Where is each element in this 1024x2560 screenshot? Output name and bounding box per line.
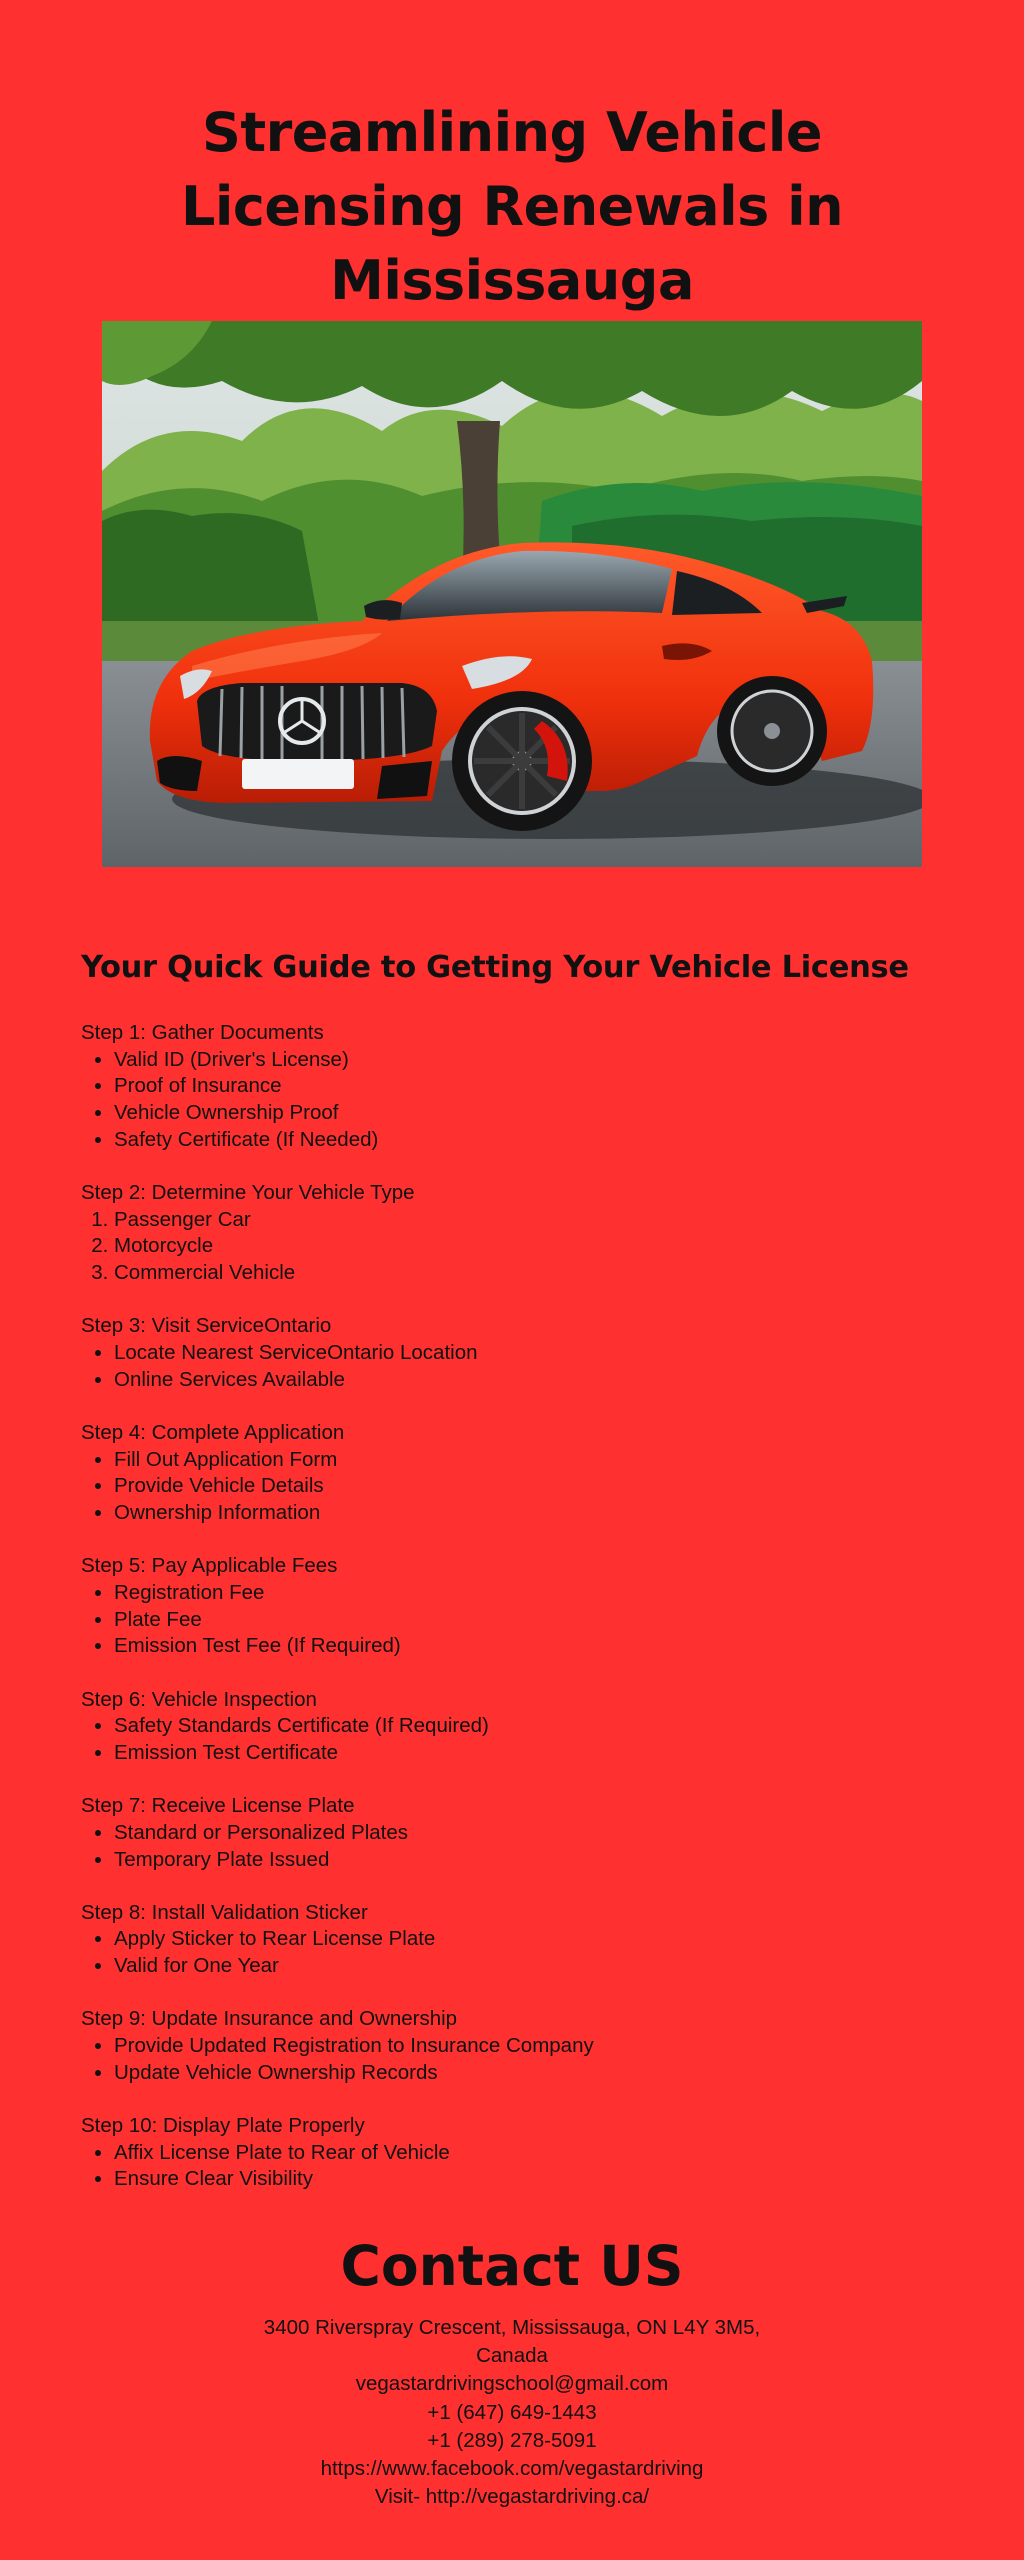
step-list (81, 1207, 941, 1287)
list-item: • Fill Out Application Form (114, 1447, 941, 1474)
step-title: Step 10: Display Plate Properly (81, 2114, 365, 2137)
step-4 (81, 1420, 941, 1527)
list-item: 2. Motorcycle (114, 1233, 941, 1260)
list-item: • Proof of Insurance (114, 1073, 941, 1100)
hero-car-image (102, 321, 922, 867)
guide-heading: Your Quick Guide to Getting Your Vehicle License (81, 950, 909, 985)
list-item: • Provide Updated Registration to Insurance Company (114, 2033, 941, 2060)
step-5 (81, 1553, 941, 1660)
step-title: Step 4: Complete Application (81, 1420, 345, 1444)
list-item: • Update Vehicle Ownership Records (114, 2060, 941, 2087)
step-title: Step 8: Install Validation Sticker (81, 1900, 368, 1924)
list-item: 1. Passenger Car (114, 1207, 941, 1234)
quick-guide-section (81, 946, 941, 2220)
step-list (81, 1926, 941, 1979)
step-list (81, 1047, 941, 1154)
step-title: Step 9: Update Insurance and Ownership (81, 2007, 458, 2031)
step-title: Step 1: Gather Documents (81, 1021, 324, 1044)
list-item: • Standard or Personalized Plates (114, 1820, 941, 1847)
contact-website-link[interactable]: Visit- http://vegastardriving.ca/ (374, 2485, 650, 2509)
step-list (81, 2140, 941, 2193)
step-list (81, 1340, 941, 1393)
step-3 (81, 1313, 941, 1393)
step-1 (81, 1020, 941, 1154)
page-title: Streamlining Vehicle Licensing Renewals in Mississauga (180, 101, 844, 312)
list-item: • Emission Test Fee (If Required) (114, 1633, 941, 1660)
step-6 (81, 1687, 941, 1767)
red-sports-car-photo (102, 321, 922, 867)
list-item: • Vehicle Ownership Proof (114, 1100, 941, 1127)
list-item: • Emission Test Certificate (114, 1740, 941, 1767)
list-item: • Valid for One Year (114, 1953, 941, 1980)
list-item: • Ensure Clear Visibility (114, 2166, 941, 2193)
step-title: Step 6: Vehicle Inspection (81, 1687, 317, 1711)
step-title: Step 3: Visit ServiceOntario (81, 1314, 332, 1338)
list-item: • Safety Certificate (If Needed) (114, 1127, 941, 1154)
step-title: Step 7: Receive License Plate (81, 1794, 355, 1818)
list-item: 3. Commercial Vehicle (114, 1260, 941, 1287)
list-item: • Apply Sticker to Rear License Plate (114, 1926, 941, 1953)
step-10 (81, 2113, 941, 2193)
list-item: • Affix License Plate to Rear of Vehicle (114, 2140, 941, 2167)
list-item: • Ownership Information (114, 1500, 941, 1527)
list-item: • Valid ID (Driver's License) (114, 1047, 941, 1074)
step-title: Step 5: Pay Applicable Fees (81, 1554, 338, 1578)
list-item: • Registration Fee (114, 1580, 941, 1607)
contact-phone-1[interactable]: +1 (647) 649-1443 (427, 2400, 597, 2424)
list-item: • Locate Nearest ServiceOntario Location (114, 1340, 941, 1367)
step-9 (81, 2006, 941, 2086)
step-list (81, 1447, 941, 1527)
contact-heading: Contact US (340, 2234, 684, 2298)
step-list (81, 1820, 941, 1873)
step-list (81, 1580, 941, 1660)
contact-address: 3400 Riverspray Crescent, Mississauga, ON L4Y 3M5, Canada (263, 2316, 761, 2368)
list-item: • Temporary Plate Issued (114, 1847, 941, 1874)
step-8 (81, 1900, 941, 1980)
contact-phone-2[interactable]: +1 (289) 278-5091 (427, 2428, 597, 2452)
list-item: • Online Services Available (114, 1367, 941, 1394)
list-item: • Plate Fee (114, 1607, 941, 1634)
contact-section (212, 2234, 812, 2511)
contact-facebook-link[interactable]: https://www.facebook.com/vegastardriving (320, 2457, 704, 2481)
list-item: • Safety Standards Certificate (If Required) (114, 1713, 941, 1740)
step-list (81, 1713, 941, 1766)
step-2 (81, 1180, 941, 1287)
step-7 (81, 1793, 941, 1873)
step-title: Step 2: Determine Your Vehicle Type (81, 1181, 415, 1205)
contact-email[interactable]: vegastardrivingschool@gmail.com (355, 2372, 669, 2396)
step-list (81, 2033, 941, 2086)
list-item: • Provide Vehicle Details (114, 1473, 941, 1500)
